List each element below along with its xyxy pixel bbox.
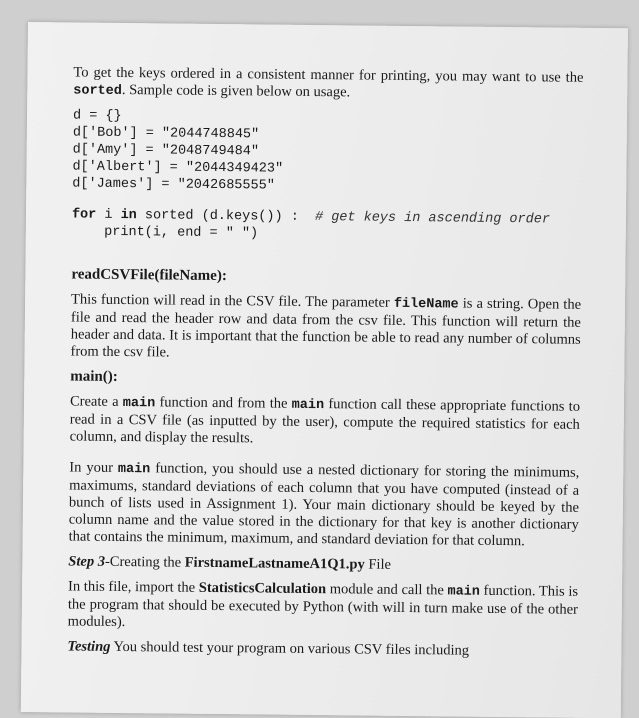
filename-param: fileName <box>393 296 459 313</box>
for-keyword: for <box>71 207 97 223</box>
read-csv-text-2: is a string. Open the file and read the header row and data from the csv file. This function will return the header and data. It is important that the function be able to read any number of columns from the csv file. <box>70 295 582 361</box>
read-csv-paragraph <box>70 291 581 365</box>
testing-text: You should test your program on various CSV files including <box>110 638 470 659</box>
code-line: d['Amy'] = "2048749484" <box>72 142 260 160</box>
code-segment: i <box>96 207 121 223</box>
main-keyword: main <box>122 396 156 412</box>
main-keyword: main <box>447 584 480 600</box>
code-block-sorted-loop <box>72 206 582 245</box>
code-block-dictionary <box>72 107 583 197</box>
main-keyword: main <box>291 397 325 414</box>
step3-paragraph <box>68 578 579 635</box>
text-segment: In this file, import the <box>68 578 199 596</box>
main-keyword: main <box>117 461 151 478</box>
text-segment: In your <box>69 459 118 476</box>
main-heading: main(): <box>70 368 118 385</box>
code-segment: sorted (d.keys()) : <box>136 208 316 226</box>
text-segment: function, you should use a nested dictionary for storing the minimums, maximums, standard deviations of each column that you have computed (instead of a bunch of lists used in Assignment 1). Your main dictionary should be keyed by the column name and the value stored in the dictionary for that key is another dictionary that contains the minimum, maximum, and standard deviation for that column. <box>68 460 580 550</box>
read-csv-text-1: This function will read in the CSV file. The parameter <box>71 291 394 311</box>
code-line: d = {} <box>72 108 122 124</box>
code-comment: # get keys in ascending order <box>314 210 551 228</box>
read-csv-heading: readCSVFile(fileName): <box>71 266 227 285</box>
text-segment: -Creating the <box>104 553 185 571</box>
intro-text-1: To get the keys ordered in a consistent manner for printing, you may want to use the <box>73 64 584 86</box>
document-page <box>21 22 628 718</box>
code-line: d['Bob'] = "2044748845" <box>72 125 260 143</box>
in-keyword: in <box>120 207 137 224</box>
code-line: print(i, end = " ") <box>71 224 259 242</box>
text-segment: File <box>364 556 392 573</box>
step-label: Step 3 <box>68 553 106 570</box>
module-name: StatisticsCalculation <box>198 579 327 598</box>
text-segment: function call these appropriate functions to read in a CSV file (as inputted by the user), compute the required statistics for each column, and display the results. <box>69 396 581 447</box>
filename: FirstnameLastnameA1Q1.py <box>184 554 365 573</box>
code-line: d['Albert'] = "2044349423" <box>72 159 284 177</box>
intro-paragraph <box>73 64 583 104</box>
text-segment: function and from the <box>155 394 292 412</box>
text-segment: Create a <box>69 393 123 411</box>
code-line: d['James'] = "2042685555" <box>72 176 275 194</box>
text-segment: function. This is the program that should be executed by Python (with will in turn make use of the other modules). <box>67 582 579 631</box>
text-segment: module and call the <box>325 581 448 599</box>
intro-text-2: . Sample code is given below on usage. <box>121 81 351 101</box>
main-paragraph-2 <box>69 459 580 550</box>
document-content <box>67 64 583 660</box>
testing-label: Testing <box>67 638 111 655</box>
main-paragraph-1 <box>70 393 581 450</box>
sorted-keyword: sorted <box>73 83 122 99</box>
